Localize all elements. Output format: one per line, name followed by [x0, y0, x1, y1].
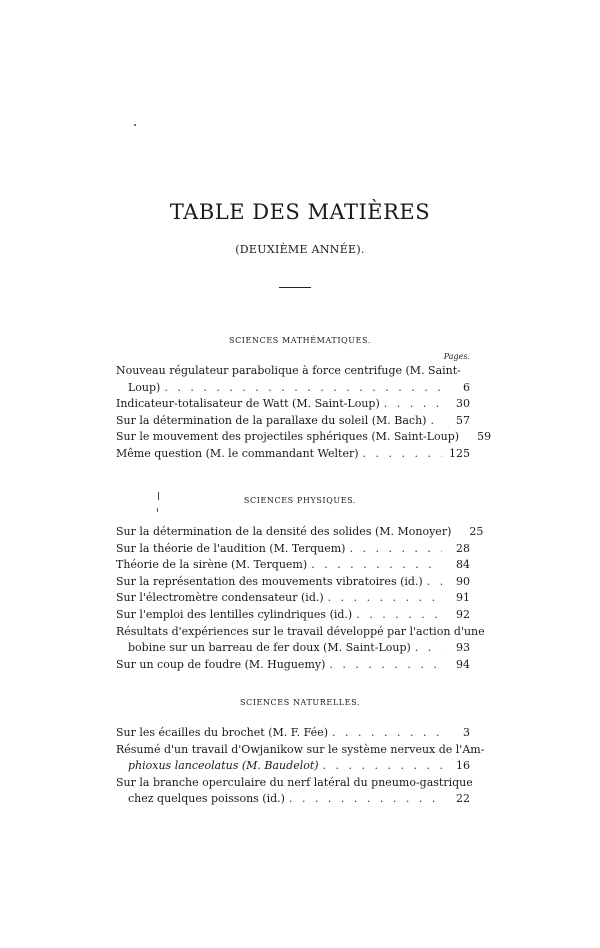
- page-title: TABLE DES MATIÈRES: [169, 200, 431, 224]
- dot-leader: [311, 557, 442, 574]
- entry-page: 92: [456, 607, 470, 621]
- entry-line: Sur la branche operculaire du nerf latéral du pneumo-gastrique: [116, 775, 473, 789]
- toc-entry: [116, 775, 473, 808]
- toc-entry: [116, 574, 470, 591]
- entry-line: Indicateur-totalisateur de Watt (M. Saint-Loup): [116, 397, 380, 411]
- entry-line: Résumé d'un travail d'Owjanikow sur le système nerveux de l'Am-: [116, 742, 485, 756]
- toc-list-naturelles: [116, 725, 485, 808]
- toc-entry: [116, 657, 470, 674]
- toc-list-physiques: [116, 524, 485, 673]
- entry-line: phioxus lanceolatus (M. Baudelot): [128, 759, 319, 773]
- entry-page: 84: [456, 558, 470, 572]
- entry-page: 30: [456, 397, 470, 411]
- entry-page: 94: [456, 657, 470, 671]
- dot-leader: [289, 791, 442, 808]
- entry-line: Sur les écailles du brochet (M. F. Fée): [116, 726, 328, 739]
- toc-entry: [116, 607, 470, 624]
- entry-line: Théorie de la sirène (M. Terquem): [116, 558, 308, 572]
- toc-entry: [116, 363, 470, 396]
- entry-line: Résultats d'expériences sur le travail développé par l'action d'une: [116, 624, 485, 638]
- entry-page: 16: [456, 759, 470, 773]
- toc-entry: [116, 541, 470, 558]
- dot-leader: [349, 541, 442, 558]
- scan-speck: [157, 508, 158, 512]
- toc-entry: [116, 396, 470, 413]
- entry-line: chez quelques poissons (id.): [128, 792, 285, 806]
- title-rule: [279, 287, 311, 288]
- dot-leader: [430, 413, 442, 430]
- entry-page: 6: [463, 380, 470, 394]
- entry-line: Sur la détermination de la parallaxe du soleil (M. Bach): [116, 413, 427, 427]
- entry-line: Sur l'emploi des lentilles cylindriques (id.): [116, 607, 353, 621]
- entry-page: 28: [456, 541, 470, 555]
- toc-entry: [116, 413, 470, 430]
- scan-speck: [158, 492, 159, 500]
- scan-speck: [134, 124, 136, 126]
- entry-line: Sur la théorie de l'audition (M. Terquem): [116, 541, 346, 555]
- pages-column-label: Pages.: [443, 352, 470, 361]
- section-heading-naturelles: SCIENCES NATURELLES.: [239, 698, 361, 707]
- toc-entry: [116, 557, 470, 574]
- dot-leader: [384, 396, 442, 413]
- section-heading-mathematiques: SCIENCES MATHÉMATIQUES.: [229, 336, 371, 345]
- entry-line: Nouveau régulateur parabolique à force centrifuge (M. Saint-: [116, 364, 461, 377]
- entry-page: 3: [463, 726, 470, 739]
- dot-leader: [328, 590, 442, 607]
- toc-entry: [116, 446, 470, 463]
- toc-entry: [116, 742, 485, 775]
- dot-leader: [323, 758, 442, 775]
- entry-line: Loup): [128, 380, 161, 394]
- dot-leader: [329, 657, 442, 674]
- toc-list-mathematiques: [116, 363, 492, 463]
- entry-line: bobine sur un barreau de fer doux (M. Saint-Loup): [128, 641, 411, 655]
- entry-page: 93: [456, 641, 470, 655]
- toc-entry: [116, 590, 470, 607]
- entry-line: Même question (M. le commandant Welter): [116, 446, 359, 460]
- entry-line: Sur la détermination de la densité des solides (M. Monoyer): [116, 525, 452, 538]
- entry-page: 91: [456, 591, 470, 605]
- toc-entry: [116, 429, 492, 446]
- entry-page: 22: [456, 792, 470, 806]
- entry-page: 59: [477, 430, 492, 444]
- page-subtitle: (DEUXIÈME ANNÉE).: [235, 243, 365, 256]
- dot-leader: [356, 607, 442, 624]
- dot-leader: [427, 574, 442, 591]
- entry-page: 90: [456, 574, 470, 588]
- dot-leader: [332, 725, 442, 742]
- toc-entry: [116, 624, 485, 657]
- section-heading-physiques: SCIENCES PHYSIQUES.: [243, 496, 357, 505]
- dot-leader: [164, 380, 442, 397]
- entry-line: Sur le mouvement des projectiles sphériques (M. Saint-Loup): [116, 430, 460, 444]
- dot-leader: [415, 640, 442, 657]
- entry-line: Sur un coup de foudre (M. Huguemy): [116, 657, 326, 671]
- toc-entry: [116, 725, 470, 742]
- entry-page: 57: [456, 413, 470, 427]
- entry-page: 125: [449, 446, 470, 460]
- toc-entry: [116, 524, 484, 541]
- entry-line: Sur la représentation des mouvements vibratoires (id.): [116, 574, 423, 588]
- entry-page: 25: [469, 525, 484, 538]
- entry-line: Sur l'électromètre condensateur (id.): [116, 591, 324, 605]
- dot-leader: [363, 446, 442, 463]
